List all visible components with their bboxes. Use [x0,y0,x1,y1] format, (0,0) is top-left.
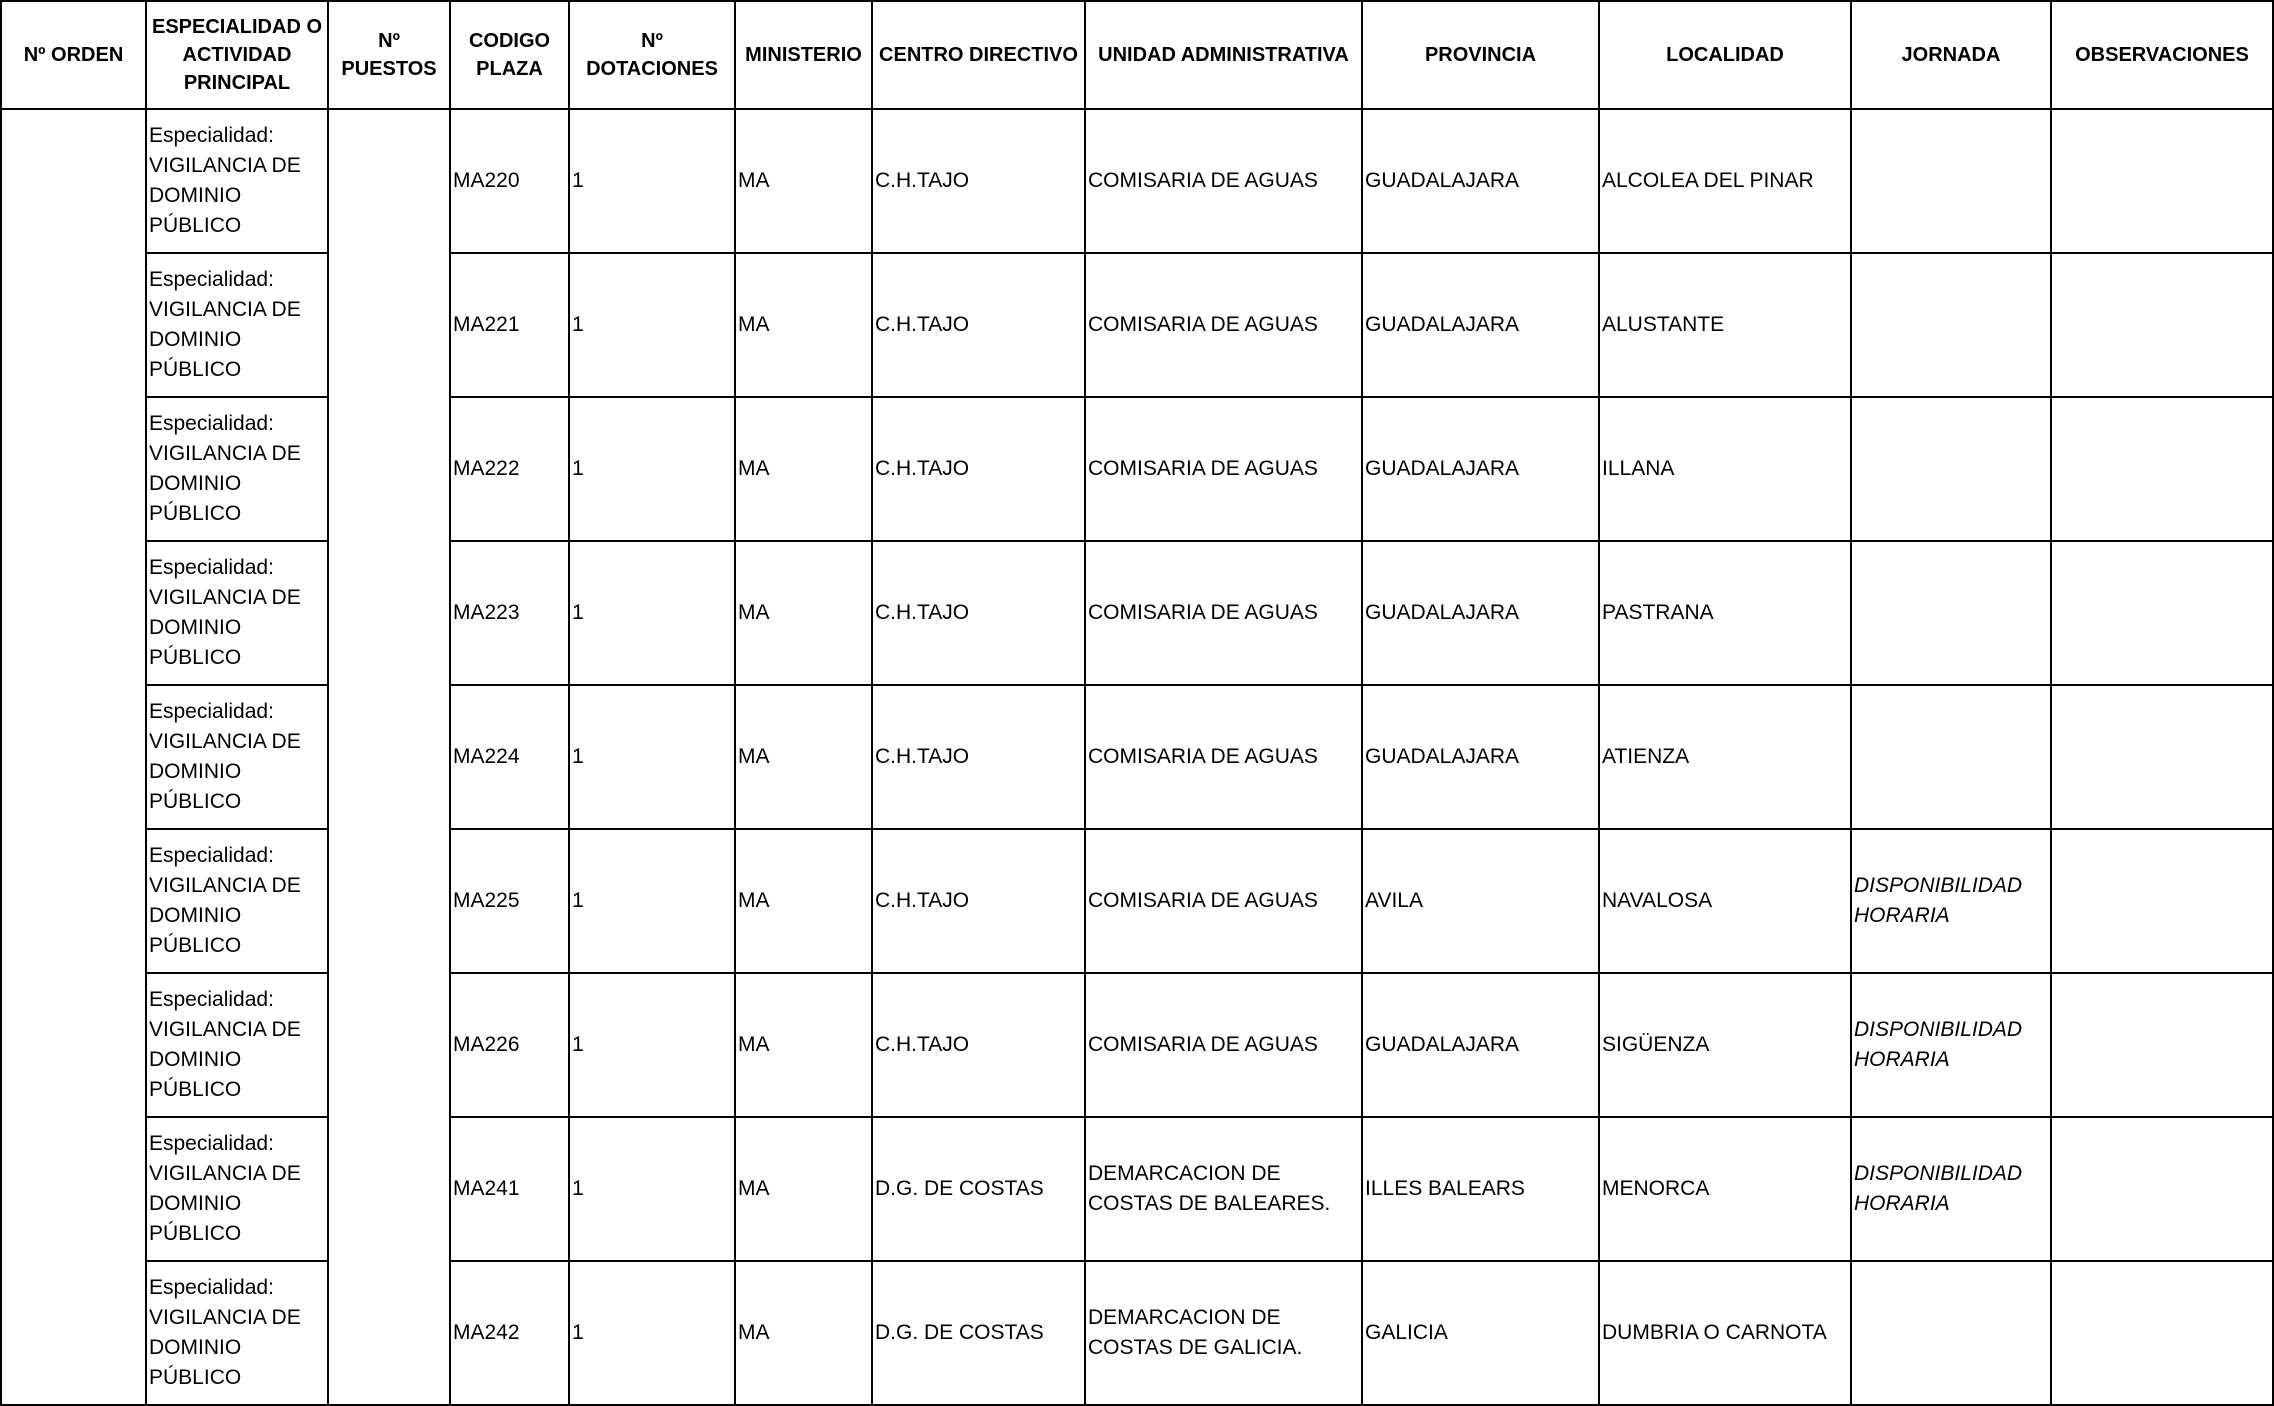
especialidad-value: VIGILANCIA DE DOMINIO PÚBLICO [149,586,301,669]
codigo-plaza-cell: MA242 [450,1261,569,1405]
especialidad-label: Especialidad: [149,124,274,147]
centro-directivo-cell: C.H.TAJO [872,109,1085,253]
especialidad-label: Especialidad: [149,1132,274,1155]
codigo-plaza-cell: MA220 [450,109,569,253]
jornada-cell: DISPONIBILIDAD HORARIA [1851,1117,2051,1261]
especialidad-cell [146,1117,328,1261]
observaciones-cell [2051,1117,2273,1261]
codigo-plaza-cell: MA223 [450,541,569,685]
unidad-administrativa-cell: COMISARIA DE AGUAS [1085,541,1362,685]
jornada-cell [1851,397,2051,541]
especialidad-value: VIGILANCIA DE DOMINIO PÚBLICO [149,1162,301,1245]
ministerio-cell: MA [735,1261,872,1405]
especialidad-label: Especialidad: [149,844,274,867]
especialidad-cell [146,541,328,685]
unidad-administrativa-cell: COMISARIA DE AGUAS [1085,829,1362,973]
ministerio-cell: MA [735,973,872,1117]
jornada-cell [1851,253,2051,397]
observaciones-cell [2051,109,2273,253]
codigo-plaza-cell: MA226 [450,973,569,1117]
localidad-cell: NAVALOSA [1599,829,1851,973]
provincia-cell: GUADALAJARA [1362,397,1599,541]
especialidad-label: Especialidad: [149,556,274,579]
especialidad-value: VIGILANCIA DE DOMINIO PÚBLICO [149,874,301,957]
codigo-plaza-cell: MA222 [450,397,569,541]
jornada-cell [1851,1261,2051,1405]
ministerio-cell: MA [735,109,872,253]
centro-directivo-cell: D.G. DE COSTAS [872,1261,1085,1405]
codigo-plaza-cell: MA241 [450,1117,569,1261]
localidad-cell: MENORCA [1599,1117,1851,1261]
centro-directivo-cell: C.H.TAJO [872,541,1085,685]
n-dotaciones-cell: 1 [569,685,735,829]
observaciones-cell [2051,397,2273,541]
header-localidad: LOCALIDAD [1599,1,1851,109]
observaciones-cell [2051,685,2273,829]
header-especialidad: ESPECIALIDAD O ACTIVIDAD PRINCIPAL [146,1,328,109]
header-unidad-administrativa: UNIDAD ADMINISTRATIVA [1085,1,1362,109]
especialidad-label: Especialidad: [149,268,274,291]
header-ministerio: MINISTERIO [735,1,872,109]
especialidad-value: VIGILANCIA DE DOMINIO PÚBLICO [149,442,301,525]
localidad-cell: DUMBRIA O CARNOTA [1599,1261,1851,1405]
table-body [1,109,2273,1405]
localidad-cell: PASTRANA [1599,541,1851,685]
provincia-cell: GUADALAJARA [1362,541,1599,685]
ministerio-cell: MA [735,541,872,685]
provincia-cell: ILLES BALEARS [1362,1117,1599,1261]
localidad-cell: ALUSTANTE [1599,253,1851,397]
n-dotaciones-cell: 1 [569,253,735,397]
jornada-cell: DISPONIBILIDAD HORARIA [1851,829,2051,973]
jornada-cell [1851,541,2051,685]
header-provincia: PROVINCIA [1362,1,1599,109]
unidad-administrativa-cell: DEMARCACION DE COSTAS DE BALEARES. [1085,1117,1362,1261]
provincia-cell: GALICIA [1362,1261,1599,1405]
especialidad-cell [146,253,328,397]
header-n-dotaciones: Nº DOTACIONES [569,1,735,109]
header-jornada: JORNADA [1851,1,2051,109]
unidad-administrativa-cell: COMISARIA DE AGUAS [1085,685,1362,829]
header-observaciones: OBSERVACIONES [2051,1,2273,109]
header-n-puestos: Nº PUESTOS [328,1,450,109]
ministerio-cell: MA [735,397,872,541]
jornada-cell [1851,685,2051,829]
provincia-cell: GUADALAJARA [1362,685,1599,829]
observaciones-cell [2051,253,2273,397]
n-orden-cell [1,109,146,1405]
codigo-plaza-cell: MA221 [450,253,569,397]
codigo-plaza-cell: MA225 [450,829,569,973]
table-row [1,109,2273,253]
centro-directivo-cell: C.H.TAJO [872,397,1085,541]
header-row [1,1,2273,109]
jornada-cell [1851,109,2051,253]
ministerio-cell: MA [735,829,872,973]
especialidad-value: VIGILANCIA DE DOMINIO PÚBLICO [149,154,301,237]
unidad-administrativa-cell: COMISARIA DE AGUAS [1085,397,1362,541]
observaciones-cell [2051,541,2273,685]
localidad-cell: ILLANA [1599,397,1851,541]
especialidad-value: VIGILANCIA DE DOMINIO PÚBLICO [149,1018,301,1101]
especialidad-value: VIGILANCIA DE DOMINIO PÚBLICO [149,730,301,813]
especialidad-cell [146,973,328,1117]
centro-directivo-cell: C.H.TAJO [872,685,1085,829]
especialidad-cell [146,829,328,973]
jornada-cell: DISPONIBILIDAD HORARIA [1851,973,2051,1117]
unidad-administrativa-cell: DEMARCACION DE COSTAS DE GALICIA. [1085,1261,1362,1405]
especialidad-cell [146,1261,328,1405]
localidad-cell: SIGÜENZA [1599,973,1851,1117]
n-puestos-cell [328,109,450,1405]
especialidad-label: Especialidad: [149,988,274,1011]
n-dotaciones-cell: 1 [569,397,735,541]
provincia-cell: GUADALAJARA [1362,973,1599,1117]
ministerio-cell: MA [735,685,872,829]
especialidad-label: Especialidad: [149,1276,274,1299]
unidad-administrativa-cell: COMISARIA DE AGUAS [1085,109,1362,253]
observaciones-cell [2051,973,2273,1117]
n-dotaciones-cell: 1 [569,1117,735,1261]
centro-directivo-cell: D.G. DE COSTAS [872,1117,1085,1261]
especialidad-label: Especialidad: [149,412,274,435]
n-dotaciones-cell: 1 [569,1261,735,1405]
provincia-cell: GUADALAJARA [1362,109,1599,253]
provincia-cell: AVILA [1362,829,1599,973]
unidad-administrativa-cell: COMISARIA DE AGUAS [1085,973,1362,1117]
localidad-cell: ALCOLEA DEL PINAR [1599,109,1851,253]
especialidad-value: VIGILANCIA DE DOMINIO PÚBLICO [149,298,301,381]
n-dotaciones-cell: 1 [569,109,735,253]
n-dotaciones-cell: 1 [569,541,735,685]
n-dotaciones-cell: 1 [569,973,735,1117]
observaciones-cell [2051,1261,2273,1405]
observaciones-cell [2051,829,2273,973]
localidad-cell: ATIENZA [1599,685,1851,829]
header-codigo-plaza: CODIGO PLAZA [450,1,569,109]
especialidad-label: Especialidad: [149,700,274,723]
unidad-administrativa-cell: COMISARIA DE AGUAS [1085,253,1362,397]
centro-directivo-cell: C.H.TAJO [872,829,1085,973]
n-dotaciones-cell: 1 [569,829,735,973]
especialidad-cell [146,397,328,541]
centro-directivo-cell: C.H.TAJO [872,973,1085,1117]
header-n-orden: Nº ORDEN [1,1,146,109]
especialidad-cell [146,685,328,829]
especialidad-value: VIGILANCIA DE DOMINIO PÚBLICO [149,1306,301,1389]
centro-directivo-cell: C.H.TAJO [872,253,1085,397]
codigo-plaza-cell: MA224 [450,685,569,829]
ministerio-cell: MA [735,253,872,397]
provincia-cell: GUADALAJARA [1362,253,1599,397]
ministerio-cell: MA [735,1117,872,1261]
header-centro-directivo: CENTRO DIRECTIVO [872,1,1085,109]
especialidad-cell [146,109,328,253]
